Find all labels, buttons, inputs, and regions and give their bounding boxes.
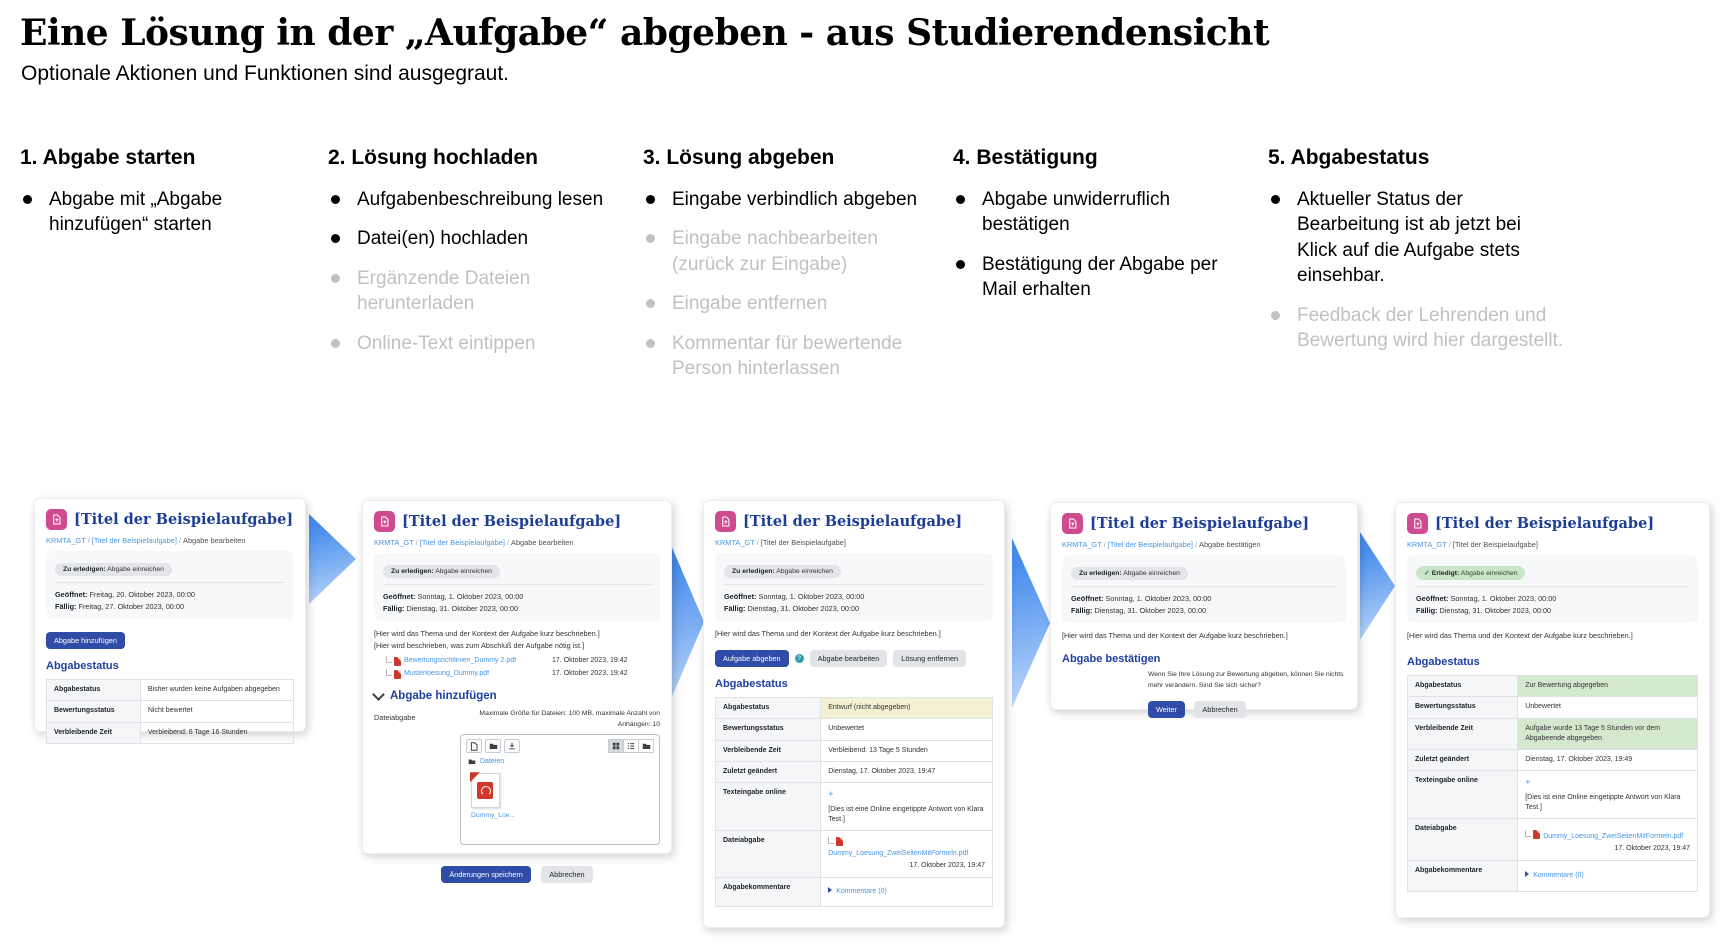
table-row: Abgabekommentare Kommentare (0) xyxy=(1408,860,1698,891)
done-badge: ✓ Erledigt: Abgabe einreichen xyxy=(1416,566,1525,580)
assignment-icon xyxy=(715,511,736,532)
step-2-bullet-muted: Ergänzende Dateien herunterladen xyxy=(328,266,613,317)
step-5-heading: 5. Abgabestatus xyxy=(1268,146,1430,169)
activity-info-box xyxy=(1407,555,1698,623)
pdf-file-icon xyxy=(394,670,401,679)
step-2-heading: 2. Lösung hochladen xyxy=(328,146,539,169)
table-row: Zuletzt geändert Dienstag, 17. Oktober 2023, 19:49 xyxy=(1408,749,1698,770)
screenshot-loesung-abgeben xyxy=(703,500,1005,928)
table-row: Abgabestatus Bisher wurden keine Aufgaben abgegeben xyxy=(47,680,294,701)
breadcrumb-current: [Titel der Beispielaufgabe] xyxy=(760,538,846,547)
table-row: Abgabestatus Zur Bewertung abgegeben xyxy=(1408,676,1698,697)
assignment-description: [Hier wird das Thema und der Kontext der Aufgabe kurz beschrieben.] xyxy=(1407,631,1633,641)
folder-icon xyxy=(468,758,476,765)
assignment-icon xyxy=(374,511,395,532)
comments-link[interactable]: Kommentare (0) xyxy=(836,887,887,895)
file-manager-files xyxy=(461,766,659,844)
assignment-description: [Hier wird das Thema und der Kontext der Aufgabe kurz beschrieben.] xyxy=(374,629,600,639)
table-row: Bewertungsstatus Unbewertet xyxy=(1408,697,1698,718)
intro-file-row xyxy=(374,669,660,678)
step-2-bullet-muted: Online-Text eintippen xyxy=(328,331,613,356)
screenshot-bestaetigung xyxy=(1050,502,1358,714)
breadcrumb-activity-link[interactable]: [Titel der Beispielaufgabe] xyxy=(1107,540,1193,549)
activity-title: [Titel der Beispielaufgabe] xyxy=(1435,515,1655,532)
pdf-file-icon xyxy=(836,837,843,846)
table-row: Bewertungsstatus Nicht bewertet xyxy=(47,701,294,722)
screenshot-loesung-hochladen xyxy=(362,500,672,880)
pdf-file-icon xyxy=(394,657,401,666)
online-text-preview: [Dies ist eine Online eingetippte Antwort von Klara Test.] xyxy=(1525,794,1681,812)
todo-badge: Zu erledigen: Abgabe einreichen xyxy=(1071,567,1188,580)
online-text-preview: [Dies ist eine Online eingetippte Antwort von Klara Test.] xyxy=(828,805,984,824)
assignment-description: [Hier wird das Thema und der Kontext der Aufgabe kurz beschrieben.] xyxy=(715,629,941,639)
flow-arrow xyxy=(1360,532,1395,640)
due-date: Fällig: Dienstag, 31. Oktober 2023, 00:00 xyxy=(383,603,519,613)
due-date: Fällig: Dienstag, 31. Oktober 2023, 00:00 xyxy=(1071,605,1207,615)
submission-status-heading: Abgabestatus xyxy=(715,678,788,691)
view-grid-icon[interactable] xyxy=(608,739,624,753)
due-date: Fällig: Dienstag, 31. Oktober 2023, 00:00 xyxy=(724,603,860,613)
submission-status-table xyxy=(715,697,993,906)
comments-link[interactable]: Kommentare (0) xyxy=(1533,871,1584,879)
cancel-button[interactable]: Abbrechen xyxy=(1194,701,1245,718)
breadcrumb-current: Abgabe bestätigen xyxy=(1199,540,1261,549)
file-submission-label: Dateiabgabe xyxy=(374,713,416,723)
due-date: Fällig: Freitag, 27. Oktober 2023, 00:00 xyxy=(55,601,184,611)
submitted-file-link[interactable]: Dummy_Loesung_ZweiSeitenMitFormeln.pdf xyxy=(828,850,969,858)
pdf-file-icon xyxy=(1533,830,1540,839)
submitted-file-link[interactable]: Dummy_Loesung_ZweiSeitenMitFormeln.pdf xyxy=(1543,833,1684,841)
assignment-icon xyxy=(1062,513,1083,534)
step-5-bullet-muted: Feedback der Lehrenden und Bewertung wird hier dargestellt. xyxy=(1268,303,1564,354)
time-remaining-cell: Aufgabe wurde 13 Tage 5 Stunden vor dem Abgabeende abgegeben xyxy=(1518,718,1698,749)
add-file-icon[interactable] xyxy=(466,739,482,753)
breadcrumb-course-link[interactable]: KRMTA_GT xyxy=(374,538,414,547)
table-row: Dateiabgabe Dummy_Loesung_ZweiSeitenMitFormeln.pdf 17. Oktober 2023, 19:47 xyxy=(716,831,993,877)
table-row: Dateiabgabe Dummy_Loesung_ZweiSeitenMitFormeln.pdf 17. Oktober 2023, 19:47 xyxy=(1408,819,1698,860)
opened-date: Geöffnet: Freitag, 20. Oktober 2023, 00:00 xyxy=(55,590,195,599)
check-icon: ✓ xyxy=(1424,570,1430,577)
submitted-file-date: 17. Oktober 2023, 19:47 xyxy=(1614,845,1690,853)
breadcrumb: KRMTA_GT / [Titel der Beispielaufgabe] / Abgabe bestätigen xyxy=(1062,540,1261,549)
opened-date: Geöffnet: Sonntag, 1. Oktober 2023, 00:00 xyxy=(1071,594,1212,603)
tree-connector xyxy=(386,656,392,663)
step-4-heading: 4. Bestätigung xyxy=(953,146,1098,169)
breadcrumb-course-link[interactable]: KRMTA_GT xyxy=(1407,540,1447,549)
step-5 xyxy=(1268,146,1564,368)
breadcrumb: KRMTA_GT / [Titel der Beispielaufgabe] / Abgabe bearbeiten xyxy=(374,538,574,547)
breadcrumb-course-link[interactable]: KRMTA_GT xyxy=(1062,540,1102,549)
files-folder-link[interactable]: Dateien xyxy=(480,758,505,766)
view-tree-icon[interactable] xyxy=(639,739,654,753)
todo-badge: Zu erledigen: Abgabe einreichen xyxy=(55,563,172,576)
view-toggle-group xyxy=(608,739,654,753)
max-file-info: Maximale Größe für Dateien: 100 MB, maximale Anzahl von Anhängen: 10 xyxy=(479,710,660,728)
breadcrumb-course-link[interactable]: KRMTA_GT xyxy=(46,536,86,545)
intro-file-link[interactable]: Musterloesung_Dummy.pdf xyxy=(404,670,490,678)
activity-title: [Titel der Beispielaufgabe] xyxy=(743,513,963,530)
flow-arrow xyxy=(668,538,704,706)
help-icon[interactable]: ? xyxy=(795,654,804,663)
flow-arrow xyxy=(309,514,356,604)
page-title: Eine Lösung in der „Aufgabe“ abgeben - aus Studierendensicht xyxy=(20,12,1270,54)
breadcrumb-current: [Titel der Beispielaufgabe] xyxy=(1452,540,1538,549)
intro-file-row xyxy=(374,656,660,665)
expand-comments-icon xyxy=(828,887,832,893)
opened-date: Geöffnet: Sonntag, 1. Oktober 2023, 00:00 xyxy=(724,592,865,601)
step-2 xyxy=(328,146,613,370)
breadcrumb-course-link[interactable]: KRMTA_GT xyxy=(715,538,755,547)
cancel-button[interactable]: Abbrechen xyxy=(541,866,592,883)
table-row: Abgabestatus Entwurf (nicht abgegeben) xyxy=(716,698,993,719)
file-manager-toolbar xyxy=(461,735,659,756)
todo-badge: Zu erledigen: Abgabe einreichen xyxy=(383,565,500,578)
table-row: Verbleibende Zeit Verbleibend: 13 Tage 5 Stunden xyxy=(716,740,993,761)
submission-actions xyxy=(715,650,993,667)
continue-button[interactable]: Weiter xyxy=(1148,701,1185,718)
opened-date: Geöffnet: Sonntag, 1. Oktober 2023, 00:00 xyxy=(1416,594,1557,603)
screenshot-abgabe-starten xyxy=(34,498,306,736)
opened-date: Geöffnet: Sonntag, 1. Oktober 2023, 00:00 xyxy=(383,592,524,601)
assignment-icon xyxy=(46,509,67,530)
step-3-bullet-muted: Eingabe entfernen xyxy=(643,291,928,316)
confirm-submission-heading: Abgabe bestätigen xyxy=(1062,653,1161,666)
submission-status-heading: Abgabestatus xyxy=(1407,656,1480,669)
table-row: Abgabekommentare Kommentare (0) xyxy=(716,877,993,906)
step-4-bullet: Abgabe unwiderruflich bestätigen xyxy=(953,187,1233,238)
step-4-bullet: Bestätigung der Abgabe per Mail erhalten xyxy=(953,252,1233,303)
step-1 xyxy=(20,146,270,252)
activity-info-box xyxy=(374,553,660,621)
uploaded-file-name[interactable]: Dummy_Loe... xyxy=(471,812,516,820)
submission-status-heading: Abgabestatus xyxy=(46,660,119,673)
draft-status-cell: Entwurf (nicht abgegeben) xyxy=(821,698,993,719)
assignment-description: [Hier wird das Thema und der Kontext der Aufgabe kurz beschrieben.] xyxy=(1062,631,1288,641)
download-all-icon[interactable] xyxy=(504,739,520,753)
expand-online-text-icon[interactable]: + xyxy=(1525,776,1531,787)
activity-title: [Titel der Beispielaufgabe] xyxy=(1090,515,1310,532)
file-manager xyxy=(460,734,660,845)
create-folder-icon[interactable] xyxy=(485,739,501,753)
step-2-bullet: Datei(en) hochladen xyxy=(328,226,613,251)
step-3-heading: 3. Lösung abgeben xyxy=(643,146,835,169)
step-3-bullet: Eingabe verbindlich abgeben xyxy=(643,187,928,212)
confirm-submission-text: Wenn Sie Ihre Lösung zur Bewertung abgeben, können Sie nichts mehr verändern. Sind Sie sich sicher? xyxy=(1148,671,1344,689)
assignment-icon xyxy=(1407,513,1428,534)
activity-title: [Titel der Beispielaufgabe] xyxy=(74,511,294,528)
remove-submission-button[interactable]: Lösung entfernen xyxy=(893,650,966,667)
chevron-down-icon xyxy=(372,688,385,701)
breadcrumb: KRMTA_GT / [Titel der Beispielaufgabe] / Abgabe bearbeiten xyxy=(46,536,246,545)
submit-assignment-button[interactable]: Aufgabe abgeben xyxy=(715,650,789,667)
edit-submission-button[interactable]: Abgabe bearbeiten xyxy=(810,650,888,667)
table-row: Texteingabe online + [Dies ist eine Online eingetippte Antwort von Klara Test.] xyxy=(716,782,993,830)
activity-info-box xyxy=(715,553,993,621)
breadcrumb: KRMTA_GT / [Titel der Beispielaufgabe] xyxy=(715,538,846,547)
breadcrumb-activity-link[interactable]: [Titel der Beispielaufgabe] xyxy=(91,536,177,545)
breadcrumb: KRMTA_GT / [Titel der Beispielaufgabe] xyxy=(1407,540,1538,549)
uploaded-pdf-thumbnail[interactable] xyxy=(471,773,500,808)
submission-status-table xyxy=(1407,675,1698,891)
activity-info-box xyxy=(46,551,294,619)
assignment-description-2: [Hier wird beschrieben, was zum Abschluß der Aufgabe nötig ist.] xyxy=(374,641,585,651)
add-submission-section-toggle[interactable]: Abgabe hinzufügen xyxy=(374,690,660,702)
submitted-status-cell: Zur Bewertung abgegeben xyxy=(1518,676,1698,697)
step-3-bullet-muted: Eingabe nachbearbeiten (zurück zur Eingabe) xyxy=(643,226,928,277)
intro-file-date: 17. Oktober 2023, 19:42 xyxy=(552,670,628,678)
breadcrumb-current: Abgabe bearbeiten xyxy=(511,538,574,547)
due-date: Fällig: Dienstag, 31. Oktober 2023, 00:00 xyxy=(1416,605,1552,615)
step-1-bullet: Abgabe mit „Abgabe hinzufügen“ starten xyxy=(20,187,270,238)
table-row: Verbleibende Zeit Verbleibend: 6 Tage 16 Stunden xyxy=(47,722,294,743)
submitted-file-date: 17. Oktober 2023, 19:47 xyxy=(909,862,985,870)
activity-title: [Titel der Beispielaufgabe] xyxy=(402,513,622,530)
step-5-bullet: Aktueller Status der Bearbeitung ist ab jetzt bei Klick auf die Aufgabe stets einsehbar. xyxy=(1268,187,1564,289)
intro-file-date: 17. Oktober 2023, 19:42 xyxy=(552,657,628,665)
table-row: Zuletzt geändert Dienstag, 17. Oktober 2023, 19:47 xyxy=(716,761,993,782)
expand-online-text-icon[interactable]: + xyxy=(828,788,834,799)
flow-arrow xyxy=(1012,538,1050,708)
submission-status-table xyxy=(46,679,294,743)
expand-comments-icon xyxy=(1525,871,1529,877)
view-list-icon[interactable] xyxy=(624,739,639,753)
screenshot-abgabestatus xyxy=(1395,502,1710,918)
page-subtitle: Optionale Aktionen und Funktionen sind ausgegraut. xyxy=(21,62,510,85)
step-3-bullet-muted: Kommentar für bewertende Person hinterlassen xyxy=(643,331,928,382)
step-3 xyxy=(643,146,928,396)
tree-connector xyxy=(828,837,834,844)
activity-info-box xyxy=(1062,555,1346,623)
step-1-heading: 1. Abgabe starten xyxy=(20,146,196,169)
todo-badge: Zu erledigen: Abgabe einreichen xyxy=(724,565,841,578)
add-submission-button[interactable]: Abgabe hinzufügen xyxy=(46,632,125,649)
breadcrumb-current: Abgabe bearbeiten xyxy=(183,536,246,545)
tree-connector xyxy=(386,669,392,676)
tree-connector xyxy=(1525,830,1531,837)
step-4 xyxy=(953,146,1233,317)
breadcrumb-activity-link[interactable]: [Titel der Beispielaufgabe] xyxy=(419,538,505,547)
table-row: Bewertungsstatus Unbewertet xyxy=(716,719,993,740)
table-row: Verbleibende Zeit Aufgabe wurde 13 Tage 5 Stunden vor dem Abgabeende abgegeben xyxy=(1408,718,1698,749)
form-actions xyxy=(363,854,671,885)
save-changes-button[interactable]: Änderungen speichern xyxy=(441,866,530,883)
step-2-bullet: Aufgabenbeschreibung lesen xyxy=(328,187,613,212)
file-manager-path xyxy=(461,756,659,766)
intro-file-link[interactable]: Bewertungsrichtlinien_Dummy 2.pdf xyxy=(404,657,517,665)
table-row: Texteingabe online + [Dies ist eine Online eingetippte Antwort von Klara Test.] xyxy=(1408,770,1698,818)
